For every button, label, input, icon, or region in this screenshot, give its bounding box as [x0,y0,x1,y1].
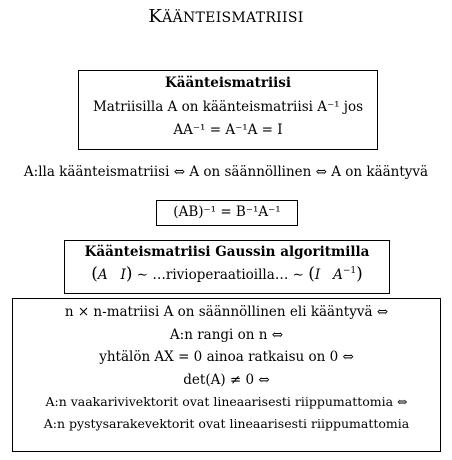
product-rule-box [156,200,298,226]
condition-line-4: det(A) ≠ 0 ⇔ [183,371,270,388]
page-title [0,6,452,27]
condition-line-2: A:n rangi on n ⇔ [169,326,284,343]
product-rule: (AB)⁻¹ = B⁻¹A⁻¹ [173,204,281,220]
gauss-formula: (A I) ∼ …rivioperaatioilla… ∼ (I $A^{-1}$) [91,263,363,284]
condition-line-6: A:n pystysarakevektorit ovat lineaarisesti riippumattomia [43,415,410,431]
gauss-heading: Käänteismatriisi Gaussin algoritmilla [84,244,370,260]
condition-line-5: A:n vaakarivivektorit ovat lineaarisesti riippumattomia ⇔ [45,394,408,409]
definition-heading: Käänteismatriisi [165,75,291,91]
definition-line-1: Matriisilla A on käänteismatriisi A⁻¹ jos [92,98,364,115]
gauss-middle-text: rivioperaatioilla [165,266,275,283]
title-capital: K [148,6,163,27]
definition-box [78,70,378,150]
condition-line-3: yhtälön AX = 0 ainoa ratkaisu on 0 ⇔ [99,349,354,365]
definition-line-2: AA⁻¹ = A⁻¹A = I [173,122,283,138]
conditions-box [12,298,441,452]
title-rest: ÄÄNTEISMATRIISI [162,10,304,26]
condition-line-1: n × n-matriisi A on säännöllinen eli kääntyvä ⇔ [64,304,389,320]
gauss-box [64,240,390,294]
equivalence-line: A:lla käänteismatriisi ⇔ A on säännöllinen ⇔ A on kääntyvä [23,164,429,180]
